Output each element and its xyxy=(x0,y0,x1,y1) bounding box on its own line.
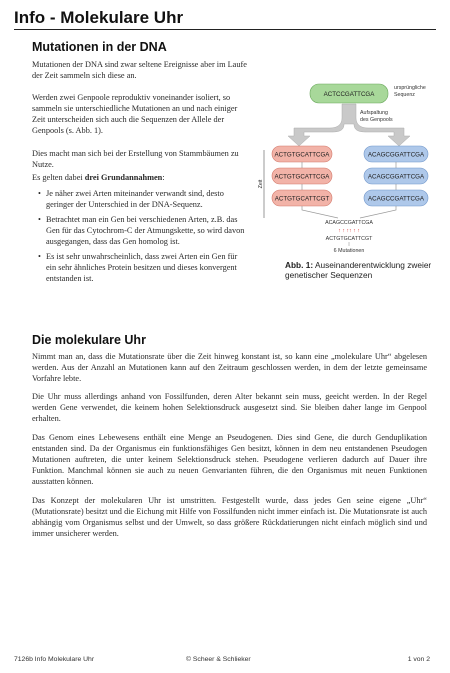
paragraph-clock-2: Die Uhr muss allerdings anhand von Fossilfunden, deren Alter bekannt sein muss, geeicht werden. In der Regel werden Gene verwendet, die keinem hohen Selektionsdruck ausgesetzt sind. Sie bleiben daher lange im Genpool erhalten. xyxy=(32,392,427,423)
converge-right-arrow-icon xyxy=(360,206,396,218)
section-heading-clock: Die molekulare Uhr xyxy=(32,333,146,347)
original-label-line2: Sequenz xyxy=(394,92,415,98)
footer-page-number: 1 von 2 xyxy=(407,656,430,663)
paragraph-mutations-1: Mutationen der DNA sind zwar seltene Ereignisse aber im Laufe der Zeit sammeln sich diese an. xyxy=(32,60,247,80)
list-item: • Es ist sehr unwahrscheinlich, dass zwei Arten ein Gen für ein sehr ähnliches Protein besitzen und dieses konvergent entstanden ist. xyxy=(38,251,248,284)
left-sequence-text: ACTGTGCATTCGA xyxy=(274,151,330,159)
list-item: • Je näher zwei Arten miteinander verwandt sind, desto geringer der Unterschied in der DNA-Sequenz. xyxy=(38,188,248,210)
assumptions-bold: drei Grundannahmen xyxy=(84,173,163,182)
title-divider xyxy=(14,29,436,30)
comparison-bottom-sequence: ACTGTGCATTCGT xyxy=(325,236,373,242)
paragraph-clock-1: Nimmt man an, dass die Mutationsrate über die Zeit hinweg konstant ist, so kann eine „molekulare Uhr“ abgelesen werden. Aus der Anzahl an Mutationen kann auf den Zeitraum geschlossen werden, in dem der letzte gemeinsame Vorfahre lebte. xyxy=(32,352,427,383)
assumptions-list xyxy=(38,188,248,288)
figure-sequence-divergence xyxy=(258,78,438,268)
split-label-line1: Aufspaltung xyxy=(360,110,388,116)
left-sequence-text: ACTGTGCATTCGT xyxy=(274,195,330,203)
caption-text: Auseinanderentwicklung zweier genetischer Sequenzen xyxy=(285,260,432,280)
paragraph-assumptions-intro: Es gelten dabei drei Grundannahmen: xyxy=(32,173,165,182)
right-sequence-text: ACAGCCGATTCGA xyxy=(368,195,424,203)
original-sequence-text: ACTCCGATTCGA xyxy=(323,91,375,98)
footer-left: 7126b Info Molekulare Uhr xyxy=(14,656,95,663)
right-sequence-text: ACAGCGGATTCGA xyxy=(367,151,425,159)
paragraph-clock-4: Das Konzept der molekularen Uhr ist umstritten. Festgestellt wurde, dass jedes Gen seine eigene „Uhr“ (Mutationsrate) besitzt und die Eichung mit Hilfe von Fossilfunden nicht immer einfach ist. Die Mutationsrate ist auch abhängig vom Organismus selbst und der Umwelt, so dass größere Rückdatierungen nicht einfach möglich sind und immer unsicherer werden. xyxy=(32,496,427,538)
page-title: Info - Molekulare Uhr xyxy=(14,8,184,27)
caption-label: Abb. 1: xyxy=(285,260,314,270)
split-label-line2: des Genpools xyxy=(360,117,393,123)
figure-caption xyxy=(285,260,435,280)
converge-left-arrow-icon xyxy=(302,206,338,218)
original-label-line1: ursprüngliche xyxy=(394,85,426,91)
footer-center: © Scheer & Schlieker xyxy=(186,656,251,663)
time-axis-label: Zeit xyxy=(258,179,264,189)
right-sequence-text: ACAGCGGATTCGA xyxy=(367,173,425,181)
section-heading-mutations: Mutationen in der DNA xyxy=(32,40,167,54)
paragraph-mutations-3: Dies macht man sich bei der Erstellung von Stammbäumen zu Nutze. xyxy=(32,149,239,169)
left-sequence-text: ACTGTGCATTCGA xyxy=(274,173,330,181)
comparison-marks: ↑ ↑ ↑↑ ↑ ↑ xyxy=(338,228,360,234)
comparison-top-sequence: ACAGCCGATTCGA xyxy=(325,220,373,226)
paragraph-mutations-2: Werden zwei Genpoole reproduktiv voneinander isoliert, so sammeln sie unterschiedliche Mutationen an und nach einiger Zeit unterscheiden sich auch die Sequenzen der Allele der Genpools (s. Abb. 1). xyxy=(32,93,238,135)
mutations-label: 6 Mutationen xyxy=(333,248,365,254)
list-item: • Betrachtet man ein Gen bei verschiedenen Arten, z.B. das Gen für das Cytochrom-C der Atmungskette, so wird davon ausgegangen, dass das Gen homolog ist. xyxy=(38,214,248,247)
paragraph-clock-3: Das Genom eines Lebewesens enthält eine Menge an Pseudogenen. Dies sind Gene, die durch Genduplikation entstanden sind. Da der Organismus ein funktionsfähiges Gen besitzt, können in dem neu entstandenen Pseudogen Mutationen auftreten, die unter keinem Selektionsdruck stehen. Pseudogene verlieren dadurch auf Dauer ihre Funktion. Manchmal können sie auch zu neuen Genvarianten führen, die den Organismus mit neuen Funktionen ausstatten können. xyxy=(32,433,427,486)
split-arrow-icon xyxy=(288,104,410,146)
